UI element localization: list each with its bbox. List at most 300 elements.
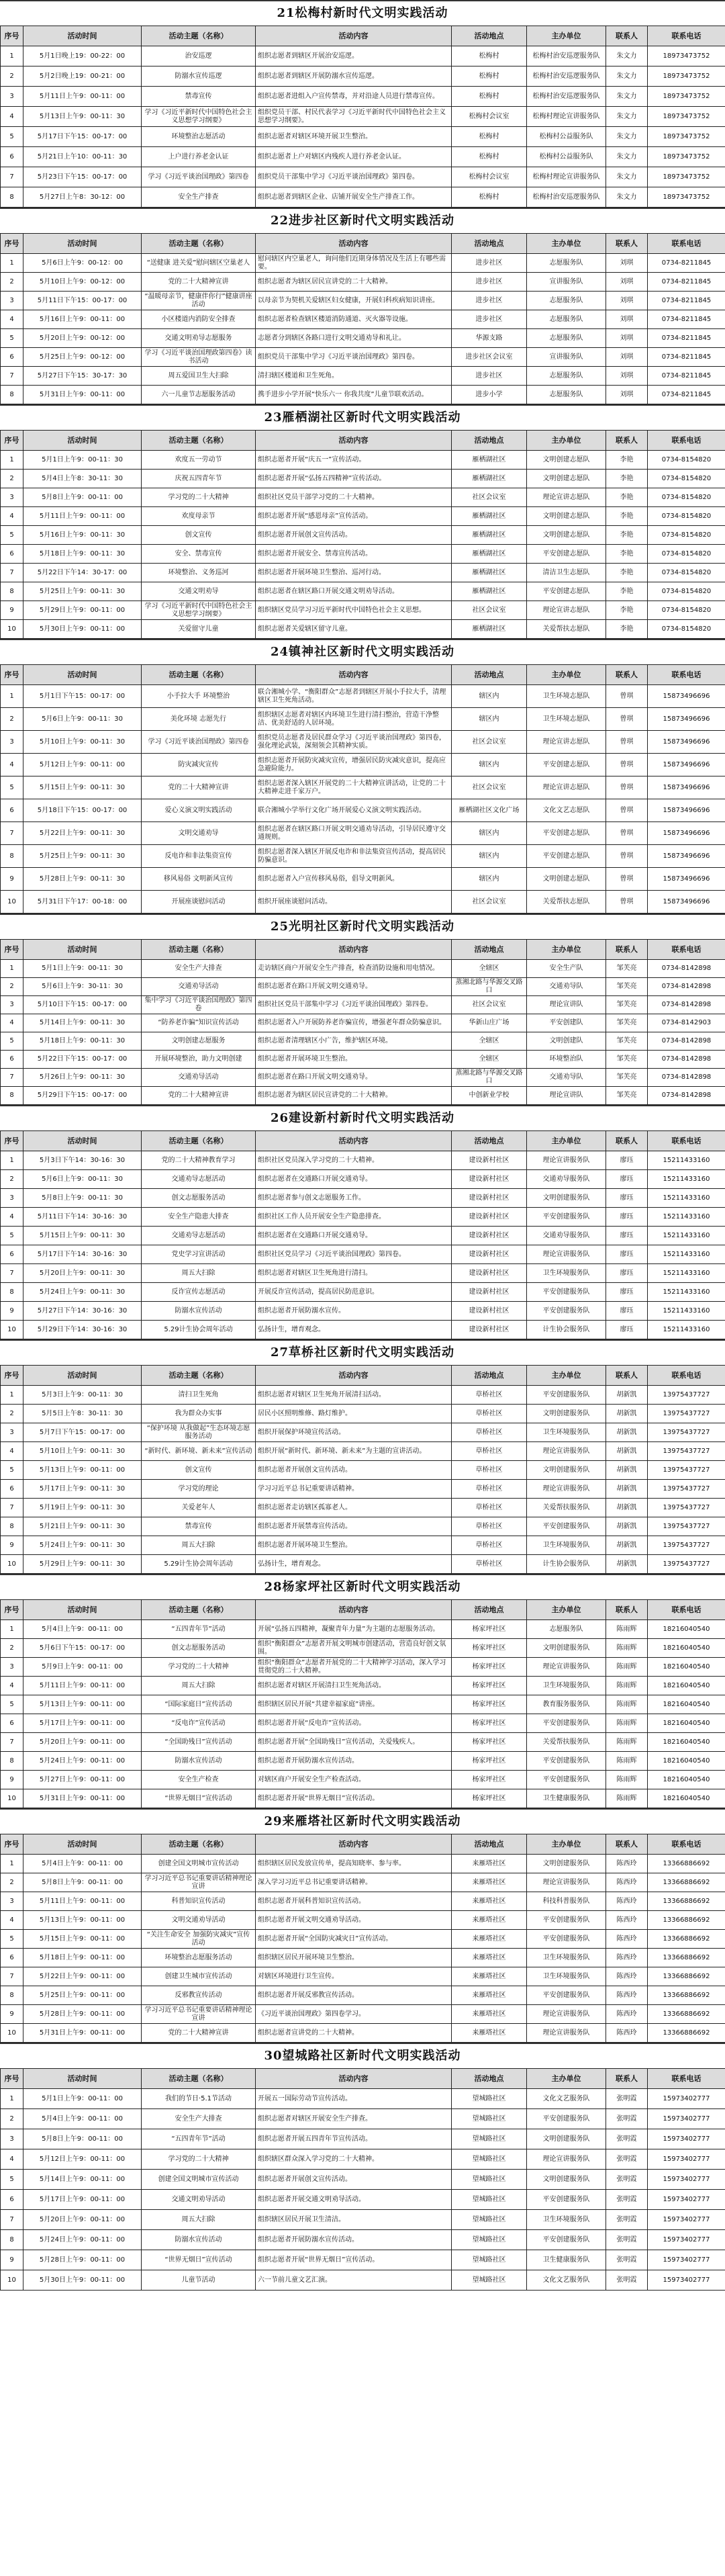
col-contact: 邹芙亮 [606,1087,648,1105]
col-organizer: 理论宣讲服务队 [527,2024,606,2043]
header-col-content: 活动内容 [256,1131,452,1151]
header-col-content: 活动内容 [256,431,452,451]
col-contact: 张明霞 [606,2109,648,2129]
col-theme: 防溺水宣传活动 [142,2230,256,2250]
col-location: 望城路社区 [452,2149,527,2170]
section-26 [0,1105,725,1339]
col-time: 5月12日上午9：00-11：00 [23,754,142,776]
col-phone: 18216040540 [648,1620,725,1639]
header-col-organizer: 主办单位 [527,940,606,960]
col-phone: 0734-8142898 [648,1087,725,1105]
col-contact: 邹芙亮 [606,996,648,1014]
col-index: 5 [1,776,23,799]
col-phone: 0734-8211845 [648,367,725,386]
col-phone: 13366886692 [648,1930,725,1949]
col-time: 5月20日上午9：00-11：00 [23,2210,142,2230]
col-index: 4 [1,1442,23,1461]
col-content: 开展“弘扬五四精神，凝聚青年力量”为主题的志愿服务活动。 [256,1620,452,1639]
col-phone: 13975437727 [648,1499,725,1517]
col-contact: 陈雨辉 [606,1789,648,1808]
col-location: 望城路社区 [452,2170,527,2190]
col-theme: 开展座谈慰问活动 [142,891,256,914]
col-organizer: 理论宣讲志愿队 [527,731,606,754]
col-content: 组织“衡阳群众”志愿者开展文明城市创建活动，营造良好创文氛围。 [256,1639,452,1658]
col-theme: 安全生产排查 [142,187,256,208]
col-content: 组织志愿者对辖区卫生死角开展清扫活动。 [256,1386,452,1405]
col-phone: 0734-8211845 [648,310,725,329]
header-col-contact: 联系人 [606,1600,648,1620]
col-contact: 陈雨辉 [606,1620,648,1639]
table-row [1,1658,725,1677]
col-phone: 15211433160 [648,1302,725,1321]
table-row [1,2109,725,2129]
col-content: 学习习近平总书记重要讲话精神。 [256,1480,452,1499]
col-location: 望城路社区 [452,2250,527,2270]
header-col-location: 活动地点 [452,1834,527,1855]
col-content: 联合湘城小学举行文化广场开展爱心义演文明实践活动。 [256,799,452,822]
col-location: 来雁塔社区 [452,1892,527,1911]
col-content: 组织志愿者开展交通文明劝导活动。 [256,2190,452,2210]
col-location: 望城路社区 [452,2210,527,2230]
col-contact: 李艳 [606,582,648,601]
col-theme: 党的二十大精神教育学习 [142,1151,256,1170]
col-content: 组织志愿者开展创文宣传活动。 [256,2170,452,2190]
table-row [1,620,725,639]
col-location: 来雁塔社区 [452,1911,527,1930]
col-index: 8 [1,1752,23,1771]
table-header-row [1,1834,725,1855]
col-phone: 15973402777 [648,2210,725,2230]
col-time: 5月4日上午8：30-11：30 [23,470,142,488]
col-time: 5月22日上午9：00-11：00 [23,1967,142,1986]
col-location: 望城路社区 [452,2270,527,2291]
col-organizer: 平安创建志愿队 [527,582,606,601]
col-organizer: 理论宣讲服务队 [527,1658,606,1677]
col-time: 5月10日上午9：00-12：00 [23,273,142,292]
col-phone: 0734-8154820 [648,601,725,620]
col-contact: 朱文力 [606,167,648,187]
col-phone: 15973402777 [648,2230,725,2250]
section-27 [0,1339,725,1574]
col-theme: 欢度五一劳动节 [142,451,256,470]
col-theme: 欢度母亲节 [142,507,256,526]
table-row [1,167,725,187]
col-theme: 文明交通劝导活动 [142,1911,256,1930]
table-row [1,1639,725,1658]
col-contact: 李艳 [606,451,648,470]
activity-table [0,1130,725,1339]
col-index: 8 [1,1283,23,1302]
col-location: 社区会议室 [452,488,527,507]
activity-table [0,1599,725,1808]
col-theme: “反电诈”宣传活动 [142,1714,256,1733]
section-title: 21松梅村新时代文明实践活动 [0,1,725,26]
col-time: 5月26日上午9：00-11：30 [23,1069,142,1087]
col-organizer: 文明创建志愿队 [527,526,606,545]
col-location: 草桥社区 [452,1405,527,1423]
col-phone: 0734-8142898 [648,1032,725,1051]
col-index: 7 [1,822,23,845]
col-location: 望城路社区 [452,2129,527,2149]
col-organizer: 志愿服务队 [527,1620,606,1639]
col-theme: 周五大扫除 [142,1264,256,1283]
header-col-index: 序号 [1,665,23,685]
col-location: 草桥社区 [452,1555,527,1574]
col-theme: 创文宣传 [142,526,256,545]
col-contact: 陈西玲 [606,1873,648,1892]
col-time: 5月13日上午9：00-11：00 [23,1911,142,1930]
table-row [1,1949,725,1967]
activity-table [0,26,725,208]
col-organizer: 理论宣讲服务队 [527,1442,606,1461]
col-location: 建设新村社区 [452,1151,527,1170]
header-col-location: 活动地点 [452,1131,527,1151]
col-content: 组织志愿者在交通路口开展交通劝导。 [256,1227,452,1245]
col-organizer: 文明创建服务队 [527,1405,606,1423]
col-index: 7 [1,2210,23,2230]
col-contact: 胡新凯 [606,1423,648,1442]
col-organizer: 关爱帮扶服务队 [527,1733,606,1752]
header-col-index: 序号 [1,1131,23,1151]
table-row [1,1517,725,1536]
col-contact: 胡新凯 [606,1499,648,1517]
col-time: 5月10日下午15：00-17：00 [23,996,142,1014]
col-content: 携手进步小学开展“快乐六一 你我共度”儿童节联欢活动。 [256,386,452,404]
col-contact: 邹芙亮 [606,1069,648,1087]
header-col-phone: 联系电话 [648,1131,725,1151]
col-theme: 创建全国文明城市宣传活动 [142,2170,256,2190]
header-col-theme: 活动主题（名称） [142,234,256,254]
header-col-content: 活动内容 [256,234,452,254]
col-index: 2 [1,2109,23,2129]
table-row [1,1789,725,1808]
col-organizer: 宣讲服务队 [527,273,606,292]
col-content: 组织志愿者在辖区路口开展文明交通劝导活动，引导居民遵守交通规则。 [256,822,452,845]
col-organizer: 平安创建队 [527,1014,606,1032]
col-time: 5月23日下午15：00-17：00 [23,167,142,187]
col-location: 进步小学 [452,386,527,404]
col-contact: 廖珏 [606,1302,648,1321]
table-header-row [1,234,725,254]
col-location: 草桥社区 [452,1517,527,1536]
table-row [1,1302,725,1321]
section-title: 25光明社区新时代文明实践活动 [0,915,725,939]
table-row [1,310,725,329]
header-col-phone: 联系电话 [648,940,725,960]
col-phone: 0734-8142898 [648,1069,725,1087]
col-phone: 18216040540 [648,1789,725,1808]
col-phone: 0734-8154820 [648,470,725,488]
col-contact: 刘琪 [606,254,648,273]
col-phone: 15873496696 [648,868,725,891]
table-row [1,386,725,404]
col-contact: 廖珏 [606,1151,648,1170]
col-theme: “世界无烟日”宣传活动 [142,2250,256,2270]
col-index: 4 [1,310,23,329]
col-organizer: 文明创建志愿队 [527,470,606,488]
col-phone: 13975437727 [648,1536,725,1555]
col-time: 5月18日上午9：00-11：30 [23,545,142,564]
header-col-contact: 联系人 [606,431,648,451]
table-row [1,1245,725,1264]
col-time: 5月14日上午9：00-11：30 [23,1014,142,1032]
table-row [1,1855,725,1873]
col-index: 6 [1,2190,23,2210]
col-index: 10 [1,620,23,639]
col-organizer: 志愿服务队 [527,329,606,348]
col-location: 建设新村社区 [452,1189,527,1208]
col-content: 组织社区党员学习《习近平谈治国理政》第四卷。 [256,1245,452,1264]
col-theme: 我们的节日·5.1节活动 [142,2089,256,2109]
col-contact: 胡新凯 [606,1442,648,1461]
col-content: 组织志愿者检查辖区楼道消防通道、灭火器等设施。 [256,310,452,329]
col-time: 5月4日上午9：00-11：00 [23,1855,142,1873]
col-contact: 曾琪 [606,891,648,914]
table-row [1,1986,725,2005]
col-theme: 交通劝导活动 [142,1069,256,1087]
col-phone: 13975437727 [648,1442,725,1461]
table-row [1,1208,725,1227]
col-theme: 反电诈和非法集资宣传 [142,845,256,868]
col-phone: 15973402777 [648,2270,725,2291]
col-organizer: 理论宣讲服务队 [527,1480,606,1499]
col-contact: 朱文力 [606,66,648,87]
header-col-time: 活动时间 [23,1131,142,1151]
col-content: 组织志愿者开展“反电诈”宣传活动。 [256,1714,452,1733]
table-header-row [1,1131,725,1151]
col-time: 5月14日上午9：00-11：00 [23,2170,142,2190]
col-time: 5月20日上午9：00-12：00 [23,329,142,348]
col-theme: 创建全国文明城市宣传活动 [142,1855,256,1873]
col-location: 松梅村 [452,66,527,87]
col-location: 雁栖湖社区 [452,545,527,564]
col-phone: 15211433160 [648,1208,725,1227]
col-content: 组织开展“新时代、新环境、新未来”为主题的宣讲活动。 [256,1442,452,1461]
col-theme: 周五大扫除 [142,1536,256,1555]
header-col-organizer: 主办单位 [527,1834,606,1855]
col-phone: 0734-8211845 [648,292,725,310]
col-location: 建设新村社区 [452,1170,527,1189]
col-location: 华新山庄广场 [452,1014,527,1032]
col-content: 组织开展座谈慰问活动。 [256,891,452,914]
col-contact: 曾琪 [606,845,648,868]
col-phone: 0734-8142898 [648,996,725,1014]
col-theme: 环境整治、义务巡河 [142,564,256,582]
header-col-contact: 联系人 [606,1366,648,1386]
header-col-time: 活动时间 [23,26,142,46]
col-organizer: 平安创建服务队 [527,2109,606,2129]
col-organizer: 平安创建服务队 [527,1911,606,1930]
table-row [1,2270,725,2291]
col-organizer: 理论宣讲服务队 [527,2005,606,2024]
col-content: 组织社区党员深入学习党的二十大精神。 [256,1151,452,1170]
table-row [1,1321,725,1339]
col-index: 5 [1,1227,23,1245]
section-title: 23雁栖湖社区新时代文明实践活动 [0,406,725,430]
col-time: 5月15日上午9：00-11：00 [23,1930,142,1949]
col-index: 5 [1,1930,23,1949]
col-content: 组织辖区党员学习习近平新时代中国特色社会主义思想。 [256,601,452,620]
col-time: 5月1日下午15：00-17：00 [23,685,142,708]
col-content: 组织志愿者宣讲党的二十大精神。 [256,2024,452,2043]
col-contact: 朱文力 [606,46,648,66]
col-theme: 学习党的二十大精神 [142,2149,256,2170]
col-phone: 18216040540 [648,1639,725,1658]
col-content: 组织志愿者入户宣传移风易俗，倡导文明新风。 [256,868,452,891]
col-organizer: 文明创建服务队 [527,2170,606,2190]
col-time: 5月25日上午9：00-11：00 [23,1986,142,2005]
col-phone: 18973473752 [648,46,725,66]
header-col-location: 活动地点 [452,2069,527,2089]
table-row [1,2129,725,2149]
col-theme: “防养老诈骗”知识宣传活动 [142,1014,256,1032]
col-phone: 0734-8142898 [648,1051,725,1069]
col-phone: 18216040540 [648,1658,725,1677]
col-theme: 党的二十大精神宣讲 [142,2024,256,2043]
col-organizer: 关爱帮扶服务队 [527,1499,606,1517]
col-index: 6 [1,1480,23,1499]
table-row [1,1480,725,1499]
col-phone: 13975437727 [648,1405,725,1423]
col-organizer: 文明创建服务队 [527,1855,606,1873]
col-organizer: 卫生环境服务队 [527,2210,606,2230]
col-organizer: 松梅村理论宣讲服务队 [527,107,606,127]
col-time: 5月31日上午9：00-11：00 [23,386,142,404]
col-contact: 刘琪 [606,386,648,404]
col-index: 5 [1,2170,23,2190]
col-index: 1 [1,685,23,708]
col-location: 雁栖湖社区 [452,564,527,582]
col-location: 草桥社区 [452,1423,527,1442]
col-index: 3 [1,2129,23,2149]
col-location: 社区会议室 [452,891,527,914]
col-time: 5月8日上午9：00-11：30 [23,1189,142,1208]
col-content: 组织志愿者到辖区开展治安巡逻。 [256,46,452,66]
col-content: 组织开展保护环境宣传活动。 [256,1423,452,1442]
col-organizer: 卫生环境服务队 [527,1967,606,1986]
table-row [1,1189,725,1208]
col-organizer: 平安创建服务队 [527,2230,606,2250]
col-organizer: 文明创建队 [527,1032,606,1051]
col-organizer: 松梅村理论宣讲服务队 [527,167,606,187]
col-contact: 陈雨辉 [606,1733,648,1752]
col-organizer: 卫生环境服务队 [527,1677,606,1695]
table-row [1,488,725,507]
col-theme: 反诈宣传志愿活动 [142,1283,256,1302]
col-index: 1 [1,1620,23,1639]
col-contact: 李艳 [606,507,648,526]
col-location: 进步社区 [452,367,527,386]
col-index: 7 [1,1499,23,1517]
col-time: 5月16日上午9：00-11：00 [23,310,142,329]
col-theme: 小手拉大手 环境整治 [142,685,256,708]
col-location: 望城路社区 [452,2109,527,2129]
col-index: 4 [1,1208,23,1227]
col-content: 组织党员干部集中学习《习近平谈治国理政》第四卷。 [256,167,452,187]
col-content: 《习近平谈治国理政》第四卷学习。 [256,2005,452,2024]
col-phone: 15973402777 [648,2250,725,2270]
col-time: 5月17日上午9：00-11：00 [23,2190,142,2210]
col-content: 组织志愿者参与创文志愿服务工作。 [256,1189,452,1208]
col-contact: 邹芙亮 [606,978,648,996]
col-phone: 15211433160 [648,1227,725,1245]
col-content: 慰问辖区内空巢老人，询问他们近期身体情况及生活上有哪些需要。 [256,254,452,273]
col-organizer: 文明创建服务队 [527,1189,606,1208]
col-phone: 15873496696 [648,708,725,731]
col-location: 建设新村社区 [452,1321,527,1339]
col-location: 社区会议室 [452,996,527,1014]
table-row [1,451,725,470]
col-theme: 关爱老年人 [142,1499,256,1517]
activity-table [0,939,725,1105]
col-location: 辖区内 [452,845,527,868]
col-theme: 我为群众办实事 [142,1405,256,1423]
col-organizer: 理论宣讲志愿队 [527,488,606,507]
col-content: 走访辖区商户开展安全生产排查，检查消防设施和用电情况。 [256,960,452,978]
col-index: 9 [1,2005,23,2024]
section-29 [0,1808,725,2043]
col-index: 7 [1,1069,23,1087]
col-content: 组织志愿者对辖区卫生死角进行清扫。 [256,1264,452,1283]
section-28 [0,1574,725,1808]
col-contact: 陈雨辉 [606,1677,648,1695]
col-contact: 廖珏 [606,1170,648,1189]
col-time: 5月20日上午9：00-11：30 [23,1264,142,1283]
table-row [1,708,725,731]
header-col-phone: 联系电话 [648,1366,725,1386]
col-time: 5月18日下午15：00-17：00 [23,799,142,822]
col-time: 5月6日上午9：00-11：30 [23,1170,142,1189]
col-phone: 0734-8154820 [648,545,725,564]
col-index: 10 [1,2024,23,2043]
col-contact: 刘琪 [606,310,648,329]
col-time: 5月31日上午9：00-11：00 [23,1789,142,1808]
col-theme: 关爱留守儿童 [142,620,256,639]
col-content: 对辖区环境进行卫生宣传。 [256,1967,452,1986]
col-time: 5月11日下午14：30-16：30 [23,1208,142,1227]
col-time: 5月17日上午9：00-11：00 [23,1714,142,1733]
col-phone: 0734-8154820 [648,620,725,639]
header-col-theme: 活动主题（名称） [142,26,256,46]
col-phone: 13975437727 [648,1555,725,1574]
table-row [1,978,725,996]
col-phone: 15211433160 [648,1283,725,1302]
col-contact: 曾琪 [606,799,648,822]
col-contact: 张明霞 [606,2170,648,2190]
col-theme: 5.29计生协会周年活动 [142,1555,256,1574]
table-row [1,87,725,107]
header-col-contact: 联系人 [606,665,648,685]
col-organizer: 交通劝导队 [527,978,606,996]
activity-table [0,430,725,639]
col-contact: 陈西玲 [606,1967,648,1986]
col-time: 5月28日上午9：00-11：00 [23,2250,142,2270]
col-content: 组织志愿者开展“世界无烟日”宣传活动。 [256,1789,452,1808]
col-content: 组织志愿者开展科普知识宣传活动。 [256,1892,452,1911]
col-content: 组织志愿者为辖区居民宣讲党的二十大精神。 [256,273,452,292]
col-organizer: 卫生环境服务队 [527,1423,606,1442]
col-organizer: 志愿服务队 [527,367,606,386]
header-col-index: 序号 [1,1600,23,1620]
table-row [1,1752,725,1771]
col-theme: 文明交通劝导 [142,822,256,845]
table-header-row [1,26,725,46]
col-location: 进步社区 [452,292,527,310]
col-time: 5月15日上午9：00-11：30 [23,776,142,799]
col-location: 来雁塔社区 [452,1967,527,1986]
header-col-location: 活动地点 [452,431,527,451]
col-index: 4 [1,1014,23,1032]
